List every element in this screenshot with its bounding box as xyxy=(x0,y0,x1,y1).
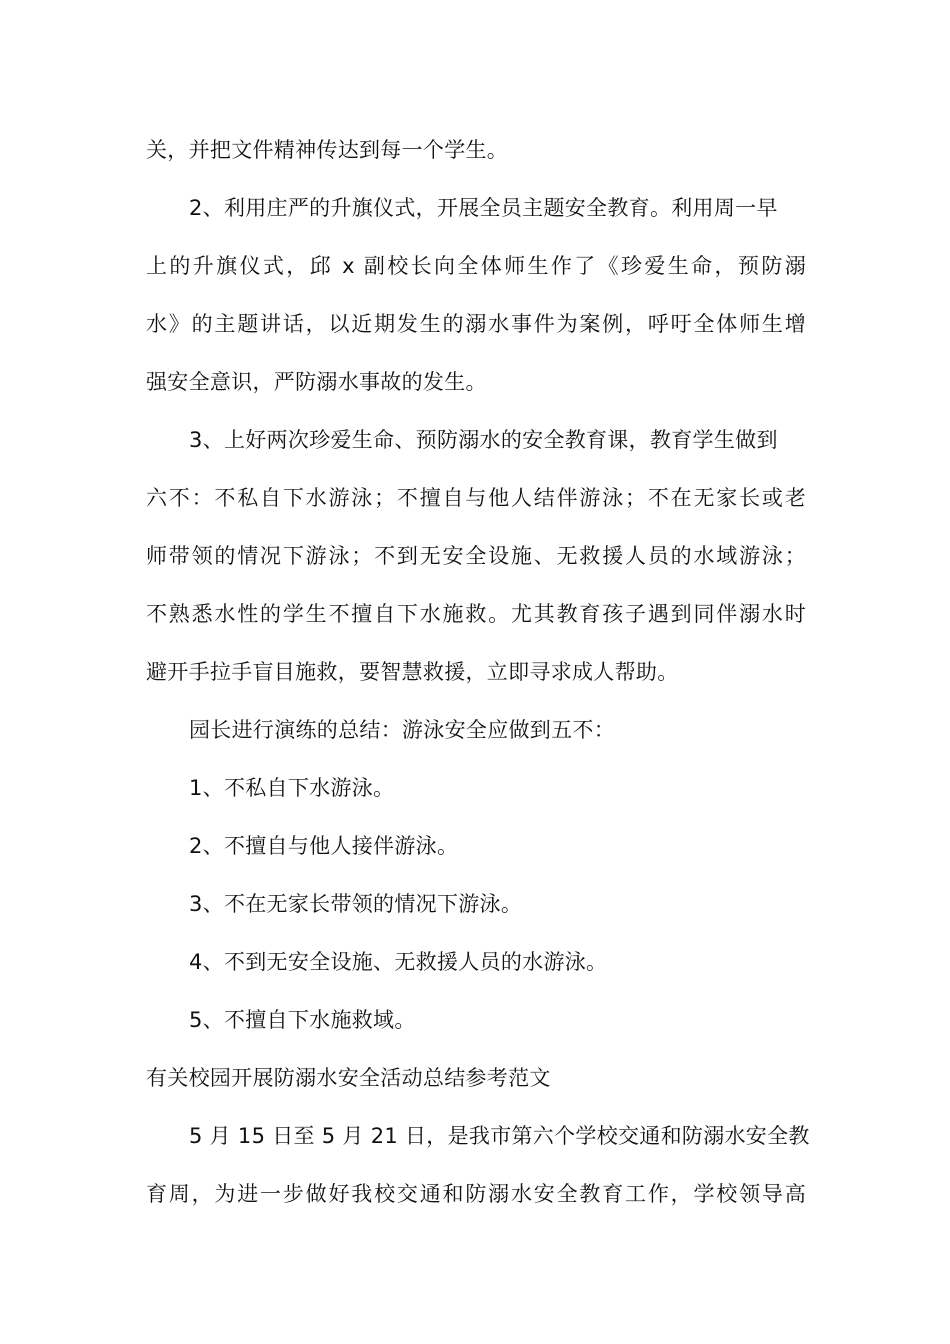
text-line: 育周，为进一步做好我校交通和防溺水安全教育工作，学校领导高 xyxy=(146,1182,806,1206)
text-line: 水》的主题讲话，以近期发生的溺水事件为案例，呼吁全体师生增 xyxy=(146,312,806,336)
list-item: 1、不私自下水游泳。 xyxy=(189,776,395,800)
list-item: 3、不在无家长带领的情况下游泳。 xyxy=(189,892,523,916)
paragraph-line: 5 月 15 日至 5 月 21 日，是我市第六个学校交通和防溺水安全教 xyxy=(189,1124,810,1148)
list-item: 2、不擅自与他人接伴游泳。 xyxy=(189,834,459,858)
text-line: 避开手拉手盲目施救，要智慧救援，立即寻求成人帮助。 xyxy=(146,660,679,684)
section-title: 有关校园开展防溺水安全活动总结参考范文 xyxy=(146,1066,551,1090)
text-line: 强安全意识，严防溺水事故的发生。 xyxy=(146,370,487,394)
list-item: 5、不擅自下水施救域。 xyxy=(189,1008,416,1032)
text-line: 师带领的情况下游泳；不到无安全设施、无救援人员的水域游泳； xyxy=(146,544,806,568)
text-line: 六不：不私自下水游泳；不擅自与他人结伴游泳；不在无家长或老 xyxy=(146,486,806,510)
list-item: 4、不到无安全设施、无救援人员的水游泳。 xyxy=(189,950,608,974)
paragraph-2-line: 2、利用庄严的升旗仪式，开展全员主题安全教育。利用周一早 xyxy=(189,196,778,220)
paragraph-3-line: 3、上好两次珍爱生命、预防溺水的安全教育课，教育学生做到 xyxy=(189,428,778,452)
text-line: 关，并把文件精神传达到每一个学生。 xyxy=(146,138,509,162)
text-line: 不熟悉水性的学生不擅自下水施救。尤其教育孩子遇到同伴溺水时 xyxy=(146,602,806,626)
summary-heading: 园长进行演练的总结：游泳安全应做到五不： xyxy=(189,718,615,742)
text-line: 上的升旗仪式，邱 x 副校长向全体师生作了《珍爱生命，预防溺 xyxy=(146,254,806,278)
